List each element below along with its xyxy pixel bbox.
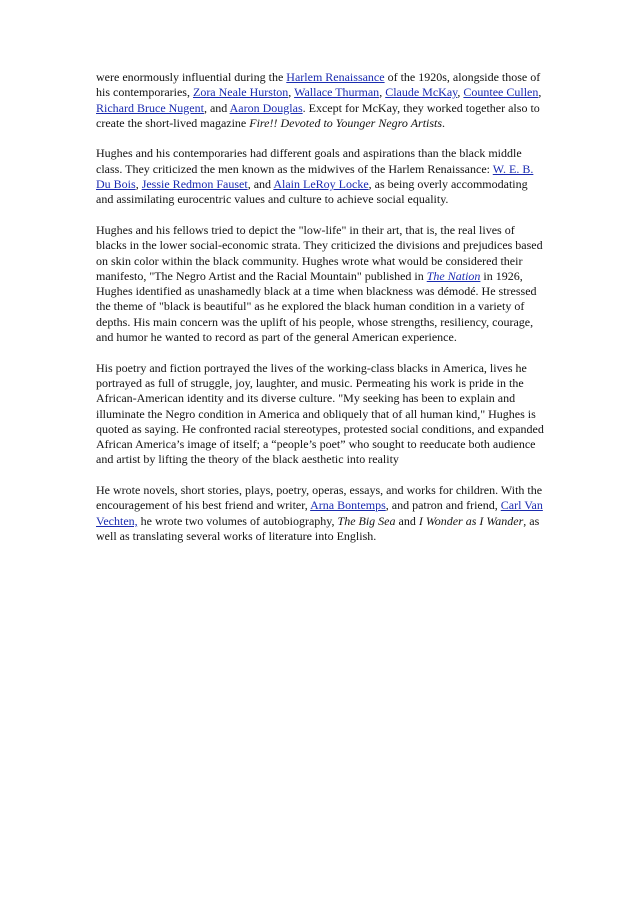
paragraph: [96, 70, 546, 131]
body-text: , and: [203, 100, 230, 115]
italic-title: Fire!! Devoted to Younger Negro Artists: [249, 115, 443, 130]
paragraph: [96, 223, 546, 345]
body-text: Hughes and his contemporaries had different goals and aspirations than the black middle class. They criticized the men known as the midwives of the Harlem Renaissance:: [96, 146, 522, 176]
body-text: Hughes and his fellows tried to depict the "low-life" in their art, that is, the real lives of blacks in the lower social-economic strata. They criticized the divisions and prejudices based on skin color within the black community. Hughes wrote what would be considered their manifesto, "The Negro Artist and the Racial Mountain" published in: [96, 222, 543, 283]
body-text: ,: [135, 177, 142, 192]
body-text: , and patron and friend,: [385, 498, 501, 513]
body-text: . Except for McKay, they worked together also to create the short-lived magazine: [96, 100, 540, 130]
link-wallace-thurman[interactable]: Wallace Thurman: [294, 85, 380, 100]
body-text: , as being overly accommodating and assimilating eurocentric values and culture to achieve social equality.: [96, 177, 528, 207]
document-page: [96, 70, 546, 560]
body-text: , and: [247, 177, 274, 192]
link-zora-neale-hurston[interactable]: Zora Neale Hurston: [192, 85, 289, 100]
body-text: in 1926, Hughes identified as unashamedly black at a time when blackness was démodé. He stressed the theme of "black is beautiful" as he explored the black human condition in a variety of depths. His main concern was the uplift of his people, whose strengths, resiliency, courage, and humor he wanted to record as part of the general American experience.: [96, 268, 537, 345]
link-aaron-douglas[interactable]: Aaron Douglas: [229, 100, 303, 115]
body-text: ,: [457, 85, 464, 100]
body-text: .: [442, 115, 446, 130]
body-text: of the 1920s, alongside those of his contemporaries,: [96, 70, 541, 100]
body-text: were enormously influential during the: [96, 70, 287, 84]
paragraph: [96, 361, 546, 468]
body-text: he wrote two volumes of autobiography,: [137, 513, 338, 528]
body-text: ,: [288, 85, 295, 100]
body-text: His poetry and fiction portrayed the lives of the working-class blacks in America, lives he portrayed as full of struggle, joy, laughter, and music. Permeating his work is pride in the African-American identity and its diverse culture. "My seeking has been to explain and illuminate the Negro condition in America and obliquely that of all human kind," Hughes is quoted as saying. He confronted racial stereotypes, protested social conditions, and expanded African America’s image of itself; a “people’s poet” who sought to reeducate both audience and artist by lifting the theory of the black aesthetic into reality: [96, 360, 544, 467]
link-jessie-redmon-fauset[interactable]: Jessie Redmon Fauset: [141, 177, 248, 192]
link-web-du-bois[interactable]: W. E. B. Du Bois: [96, 161, 534, 192]
italic-title: I Wonder as I Wander: [418, 513, 524, 528]
body-text: ,: [538, 85, 542, 100]
body-text: and: [395, 513, 419, 528]
link-claude-mckay[interactable]: Claude McKay: [385, 85, 458, 100]
body-text: He wrote novels, short stories, plays, poetry, operas, essays, and works for children. With the encouragement of his best friend and writer,: [96, 483, 543, 513]
link-the-nation[interactable]: The Nation: [426, 268, 481, 283]
paragraph: [96, 483, 546, 544]
link-countee-cullen[interactable]: Countee Cullen: [463, 85, 539, 100]
link-alain-leroy-locke[interactable]: Alain LeRoy Locke: [273, 177, 369, 192]
body-text: , as well as translating several works of literature into English.: [96, 513, 540, 543]
link-harlem-renaissance[interactable]: Harlem Renaissance: [286, 70, 385, 84]
paragraph: [96, 146, 546, 207]
body-text: ,: [379, 85, 386, 100]
italic-title: The Big Sea: [337, 513, 396, 528]
link-arna-bontemps[interactable]: Arna Bontemps: [310, 498, 386, 513]
link-richard-bruce-nugent[interactable]: Richard Bruce Nugent: [96, 100, 204, 115]
link-carl-van-vechten[interactable]: Carl Van Vechten,: [96, 498, 543, 528]
